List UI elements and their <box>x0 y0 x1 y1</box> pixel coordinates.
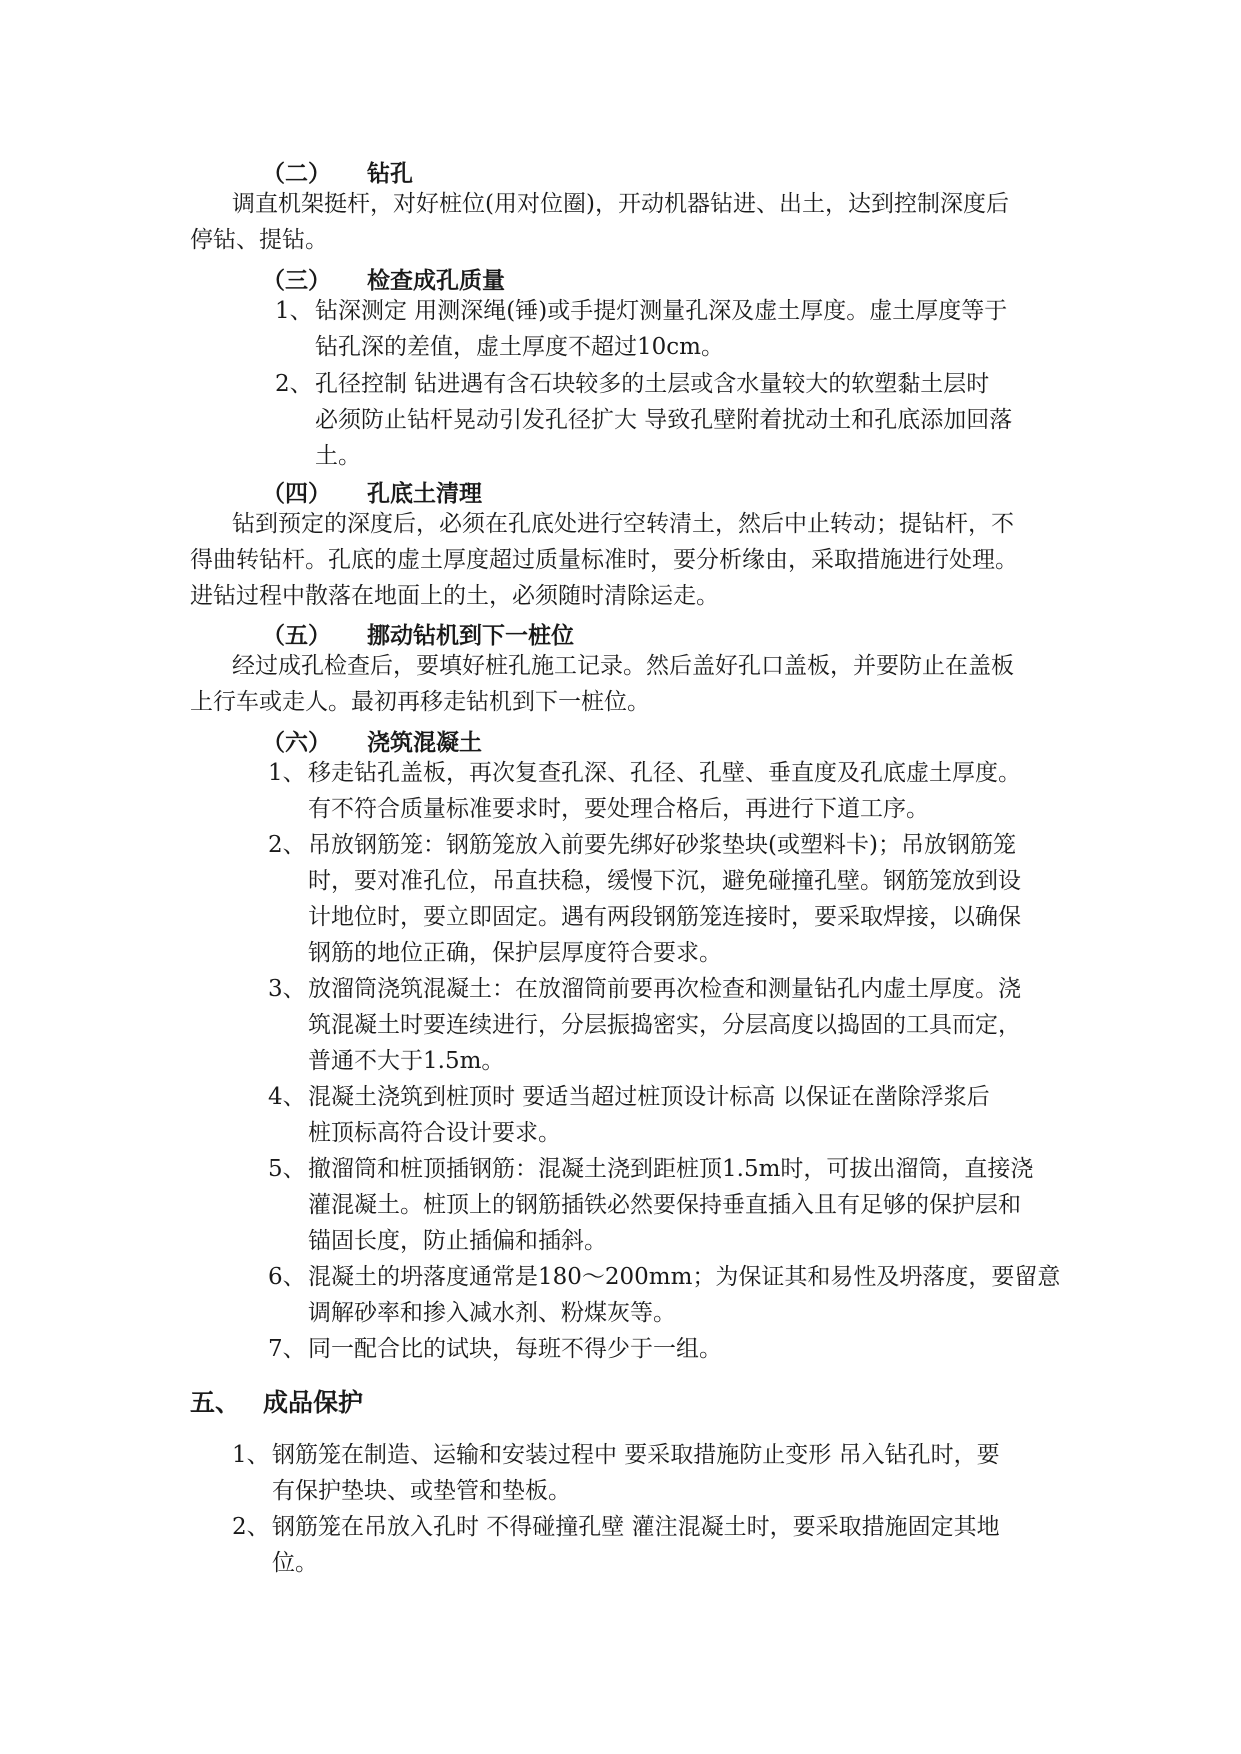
list-line: 孔径控制 钻进遇有含石块较多的土层或含水量较大的软塑黏土层时 <box>315 371 990 397</box>
list-number: 6、 <box>268 1264 306 1290</box>
list-line: 筑混凝土时要连续进行，分层振捣密实，分层高度以捣固的工具而定， <box>308 1012 1021 1038</box>
part-number: 五、 <box>190 1388 241 1417</box>
paragraph-line: 经过成孔检查后，要填好桩孔施工记录。然后盖好孔口盖板，并要防止在盖板 <box>232 653 1014 679</box>
section-title: 浇筑混凝土 <box>367 730 482 756</box>
paragraph-line: 停钻、提钻。 <box>190 227 328 253</box>
section-number: （四） <box>262 481 331 507</box>
list-line: 有不符合质量标准要求时，要处理合格后，再进行下道工序。 <box>308 796 929 822</box>
list-number: 3、 <box>268 976 306 1002</box>
section-heading-2 <box>262 155 413 188</box>
list-number: 4、 <box>268 1084 306 1110</box>
section-number: （六） <box>262 730 331 756</box>
section-heading-4 <box>262 475 482 508</box>
part-title: 成品保护 <box>263 1388 364 1417</box>
section-title: 钻孔 <box>367 161 413 187</box>
list-line: 土。 <box>315 443 361 469</box>
list-line: 普通不大于1.5m。 <box>308 1048 505 1074</box>
list-line: 钻深测定 用测深绳(锤)或手提灯测量孔深及虚土厚度。虚土厚度等于 <box>315 298 1008 324</box>
list-number: 2、 <box>275 371 313 397</box>
list-number: 2、 <box>268 832 306 858</box>
list-line: 混凝土的坍落度通常是180～200mm；为保证其和易性及坍落度，要留意 <box>308 1264 1061 1290</box>
list-number: 1、 <box>232 1442 270 1468</box>
list-line: 混凝土浇筑到桩顶时 要适当超过桩顶设计标高 以保证在凿除浮浆后 <box>308 1084 990 1110</box>
paragraph-line: 得曲转钻杆。孔底的虚土厚度超过质量标准时，要分析缘由，采取措施进行处理。 <box>190 547 1018 573</box>
list-line: 有保护垫块、或垫管和垫板。 <box>272 1478 571 1504</box>
section-number: （三） <box>262 268 331 294</box>
list-number: 5、 <box>268 1156 306 1182</box>
list-line: 吊放钢筋笼：钢筋笼放入前要先绑好砂浆垫块(或塑料卡)；吊放钢筋笼 <box>308 832 1016 858</box>
list-line: 撤溜筒和桩顶插钢筋：混凝土浇到距桩顶1.5m时，可拔出溜筒，直接浇 <box>308 1156 1034 1182</box>
list-line: 钢筋笼在制造、运输和安装过程中 要采取措施防止变形 吊入钻孔时，要 <box>272 1442 1000 1468</box>
paragraph-line: 进钻过程中散落在地面上的土，必须随时清除运走。 <box>190 583 719 609</box>
list-line: 锚固长度，防止插偏和插斜。 <box>308 1228 607 1254</box>
list-line: 移走钻孔盖板，再次复查孔深、孔径、孔壁、垂直度及孔底虚土厚度。 <box>308 760 1021 786</box>
paragraph-line: 钻到预定的深度后，必须在孔底处进行空转清土，然后中止转动；提钻杆，不 <box>232 511 1014 537</box>
section-heading-3 <box>262 262 505 295</box>
list-line: 放溜筒浇筑混凝土：在放溜筒前要再次检查和测量钻孔内虚土厚度。浇 <box>308 976 1021 1002</box>
list-number: 7、 <box>268 1336 306 1362</box>
list-number: 1、 <box>275 298 313 324</box>
part-heading <box>190 1383 363 1419</box>
section-number: （二） <box>262 161 331 187</box>
list-line: 时，要对准孔位，吊直扶稳，缓慢下沉，避免碰撞孔壁。钢筋笼放到设 <box>308 868 1021 894</box>
section-title: 挪动钻机到下一桩位 <box>367 623 574 649</box>
section-title: 检查成孔质量 <box>367 268 505 294</box>
list-number: 2、 <box>232 1514 270 1540</box>
list-line: 位。 <box>272 1550 318 1576</box>
list-line: 必须防止钻杆晃动引发孔径扩大 导致孔壁附着扰动土和孔底添加回落 <box>315 407 1013 433</box>
section-title: 孔底土清理 <box>367 481 482 507</box>
list-line: 钢筋笼在吊放入孔时 不得碰撞孔壁 灌注混凝土时，要采取措施固定其地 <box>272 1514 1000 1540</box>
list-number: 1、 <box>268 760 306 786</box>
list-line: 计地位时，要立即固定。遇有两段钢筋笼连接时，要采取焊接，以确保 <box>308 904 1021 930</box>
list-line: 灌混凝土。桩顶上的钢筋插铁必然要保持垂直插入且有足够的保护层和 <box>308 1192 1021 1218</box>
paragraph-line: 调直机架挺杆，对好桩位(用对位圈)，开动机器钻进、出土，达到控制深度后 <box>232 191 1009 217</box>
list-line: 调解砂率和掺入减水剂、粉煤灰等。 <box>308 1300 676 1326</box>
section-heading-5 <box>262 617 574 650</box>
section-number: （五） <box>262 623 331 649</box>
list-line: 钢筋的地位正确，保护层厚度符合要求。 <box>308 940 722 966</box>
list-line: 桩顶标高符合设计要求。 <box>308 1120 561 1146</box>
paragraph-line: 上行车或走人。最初再移走钻机到下一桩位。 <box>190 689 650 715</box>
list-line: 同一配合比的试块，每班不得少于一组。 <box>308 1336 722 1362</box>
list-line: 钻孔深的差值，虚土厚度不超过10cm。 <box>315 334 724 360</box>
section-heading-6 <box>262 724 482 757</box>
